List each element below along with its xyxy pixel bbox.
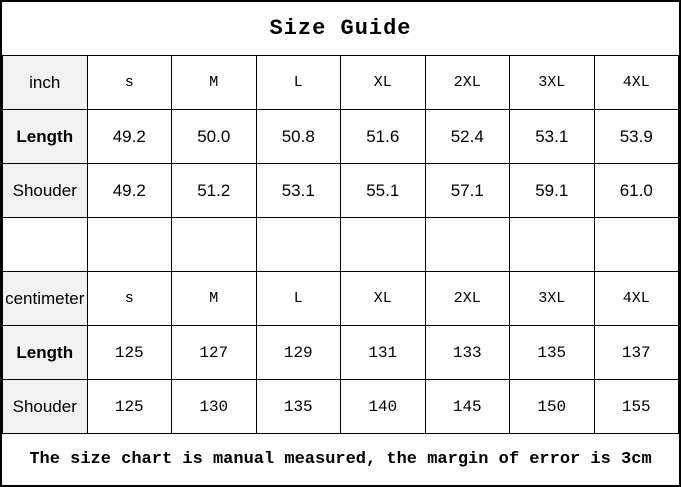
value-cell: 131: [341, 326, 426, 380]
value-cell: 150: [510, 380, 595, 434]
empty-cell: [87, 218, 172, 272]
value-cell: 59.1: [510, 164, 595, 218]
size-cell: 2XL: [425, 272, 510, 326]
row-label-length: Length: [3, 110, 88, 164]
value-cell: 130: [172, 380, 257, 434]
size-cell: s: [87, 56, 172, 110]
value-cell: 133: [425, 326, 510, 380]
value-cell: 49.2: [87, 110, 172, 164]
value-cell: 53.1: [510, 110, 595, 164]
size-cell: 3XL: [510, 56, 595, 110]
value-cell: 51.6: [341, 110, 426, 164]
row-label-shouder: Shouder: [3, 380, 88, 434]
empty-cell: [256, 218, 341, 272]
value-cell: 145: [425, 380, 510, 434]
value-cell: 55.1: [341, 164, 426, 218]
unit-label-inch: inch: [3, 56, 88, 110]
value-cell: 53.1: [256, 164, 341, 218]
empty-cell: [3, 218, 88, 272]
empty-cell: [510, 218, 595, 272]
value-cell: 61.0: [594, 164, 679, 218]
table-row-cm-shouder: [3, 380, 679, 434]
size-cell: XL: [341, 272, 426, 326]
value-cell: 155: [594, 380, 679, 434]
empty-cell: [341, 218, 426, 272]
value-cell: 125: [87, 380, 172, 434]
value-cell: 127: [172, 326, 257, 380]
table-row-spacer: [3, 218, 679, 272]
empty-cell: [425, 218, 510, 272]
size-table: [2, 55, 679, 434]
value-cell: 135: [256, 380, 341, 434]
size-cell: 2XL: [425, 56, 510, 110]
size-cell: L: [256, 56, 341, 110]
size-cell: XL: [341, 56, 426, 110]
table-row-inch-sizes: [3, 56, 679, 110]
value-cell: 125: [87, 326, 172, 380]
value-cell: 57.1: [425, 164, 510, 218]
size-cell: s: [87, 272, 172, 326]
unit-label-centimeter: centimeter: [3, 272, 88, 326]
value-cell: 52.4: [425, 110, 510, 164]
value-cell: 51.2: [172, 164, 257, 218]
value-cell: 137: [594, 326, 679, 380]
footer-note: The size chart is manual measured, the margin of error is 3cm: [29, 450, 652, 469]
value-cell: 135: [510, 326, 595, 380]
table-row-cm-length: [3, 326, 679, 380]
table-row-inch-shouder: [3, 164, 679, 218]
size-cell: M: [172, 56, 257, 110]
row-label-length: Length: [3, 326, 88, 380]
value-cell: 49.2: [87, 164, 172, 218]
size-cell: 4XL: [594, 56, 679, 110]
page-title: Size Guide: [269, 16, 412, 41]
empty-cell: [172, 218, 257, 272]
empty-cell: [594, 218, 679, 272]
size-cell: L: [256, 272, 341, 326]
row-label-shouder: Shouder: [3, 164, 88, 218]
size-cell: M: [172, 272, 257, 326]
value-cell: 129: [256, 326, 341, 380]
value-cell: 140: [341, 380, 426, 434]
table-row-cm-sizes: [3, 272, 679, 326]
value-cell: 53.9: [594, 110, 679, 164]
size-cell: 4XL: [594, 272, 679, 326]
value-cell: 50.0: [172, 110, 257, 164]
value-cell: 50.8: [256, 110, 341, 164]
size-cell: 3XL: [510, 272, 595, 326]
table-row-inch-length: [3, 110, 679, 164]
